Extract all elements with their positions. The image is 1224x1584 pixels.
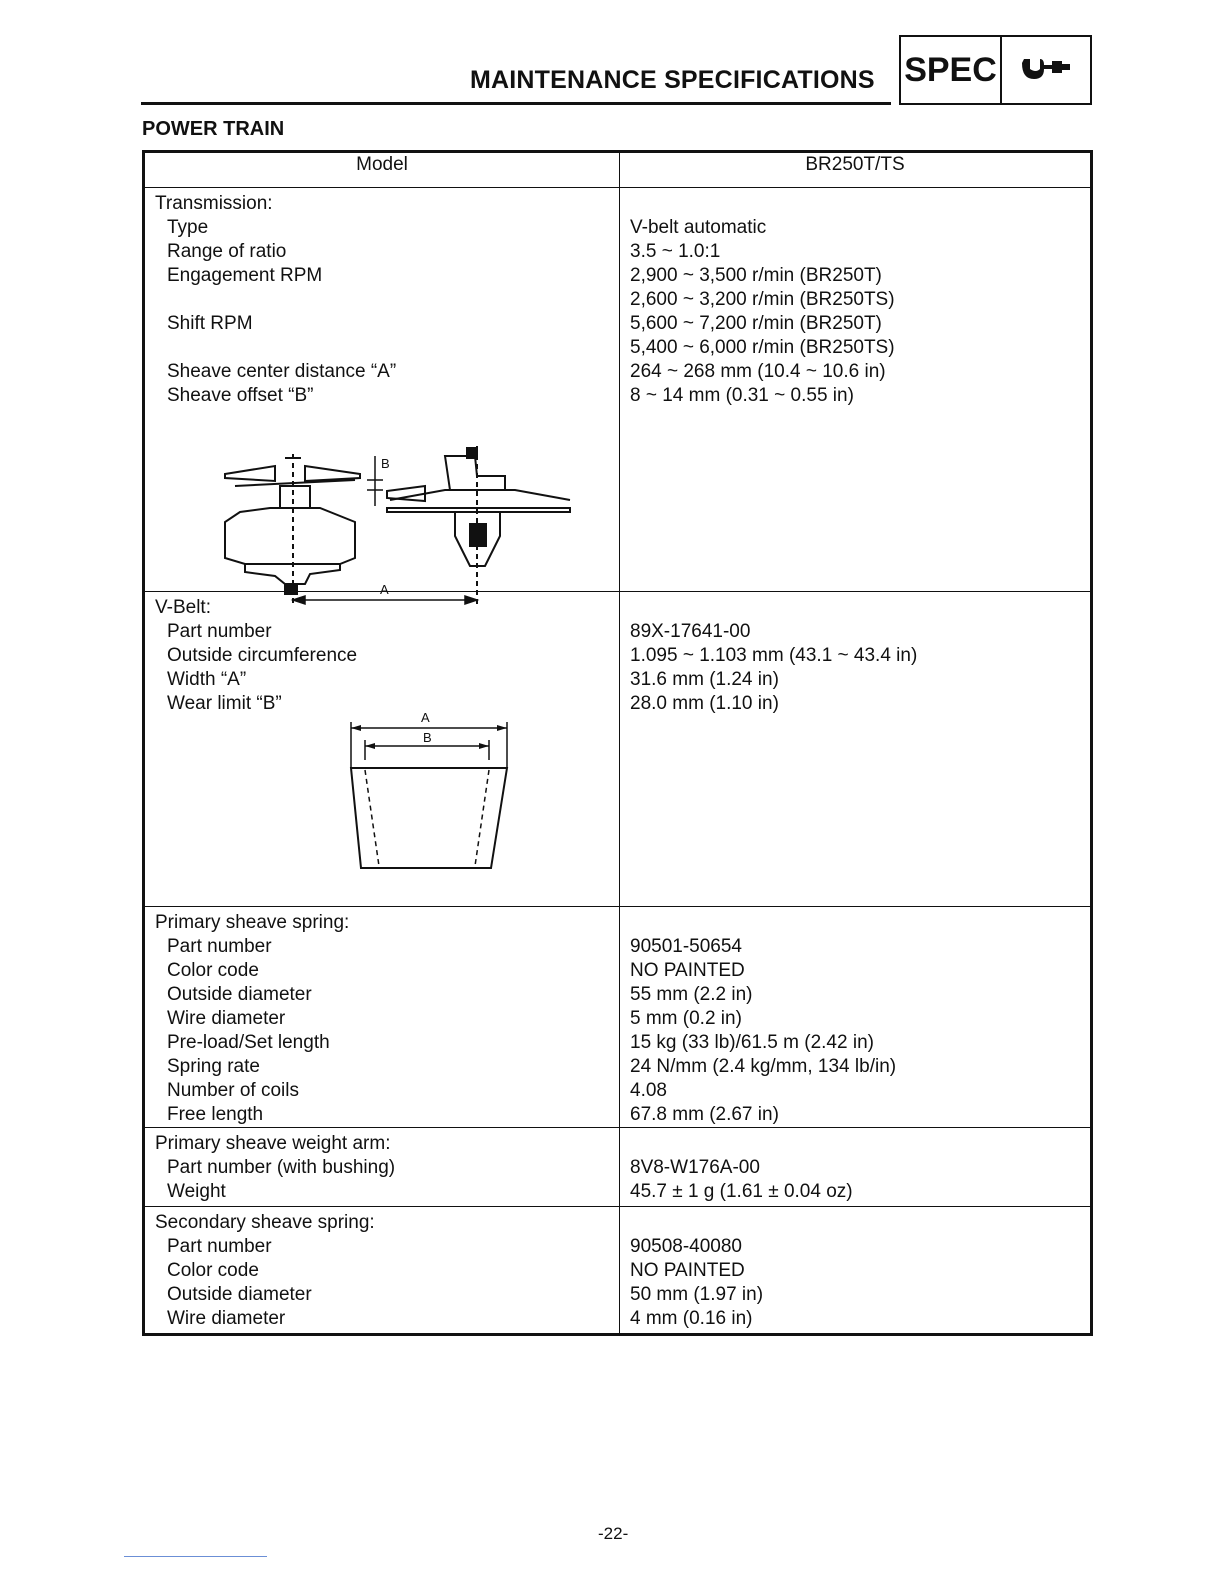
table-header-row <box>144 152 1092 188</box>
spec-value: 89X-17641-00 <box>630 621 751 642</box>
spec-label: Color code <box>167 1260 259 1281</box>
spec-label: Part number <box>167 1236 272 1257</box>
spec-value: 28.0 mm (1.10 in) <box>630 693 779 714</box>
spec-value: 55 mm (2.2 in) <box>630 984 753 1005</box>
spec-value: 2,600 ~ 3,200 r/min (BR250TS) <box>630 289 895 310</box>
spec-value: 90508-40080 <box>630 1236 742 1257</box>
spec-value: 4.08 <box>630 1080 667 1101</box>
spec-value: 5,400 ~ 6,000 r/min (BR250TS) <box>630 337 895 358</box>
spec-label: Outside diameter <box>167 1284 312 1305</box>
category-title: Transmission: <box>155 193 273 214</box>
column-header-model: Model <box>144 152 620 188</box>
footer-line <box>124 1556 267 1557</box>
spec-value: NO PAINTED <box>630 1260 745 1281</box>
spec-label: Width “A” <box>167 669 247 690</box>
wrench-gauge-icon <box>1002 37 1090 103</box>
spec-value: 3.5 ~ 1.0:1 <box>630 241 721 262</box>
diagram-label-b: B <box>381 456 390 471</box>
spec-value: 15 kg (33 lb)/61.5 m (2.42 in) <box>630 1032 874 1053</box>
spec-value: 264 ~ 268 mm (10.4 ~ 10.6 in) <box>630 361 886 382</box>
table-row-primary-spring <box>144 907 1092 1128</box>
spec-label: Color code <box>167 960 259 981</box>
spec-table <box>142 150 1093 1336</box>
spec-label: Part number (with bushing) <box>167 1157 396 1178</box>
category-title: Secondary sheave spring: <box>155 1212 375 1233</box>
spec-label: SPEC <box>901 37 1002 103</box>
spec-value: 8 ~ 14 mm (0.31 ~ 0.55 in) <box>630 385 854 406</box>
spec-label: Type <box>167 217 209 238</box>
header-rule <box>141 102 891 105</box>
spec-value: NO PAINTED <box>630 960 745 981</box>
column-header-value: BR250T/TS <box>620 152 1092 188</box>
category-title: Primary sheave spring: <box>155 912 350 933</box>
spec-value: 5,600 ~ 7,200 r/min (BR250T) <box>630 313 882 334</box>
spec-value: 45.7 ± 1 g (1.61 ± 0.04 oz) <box>630 1181 853 1202</box>
table-row-weight-arm <box>144 1128 1092 1207</box>
diagram-label-a: A <box>380 582 389 597</box>
spec-label: Range of ratio <box>167 241 287 262</box>
vbelt-diagram <box>345 710 515 870</box>
spec-label: Pre-load/Set length <box>167 1032 330 1053</box>
spec-label: Free length <box>167 1104 264 1125</box>
spec-value: 5 mm (0.2 in) <box>630 1008 742 1029</box>
spec-label: Weight <box>167 1181 226 1202</box>
spec-value: V-belt automatic <box>630 217 767 238</box>
spec-label: Wire diameter <box>167 1008 286 1029</box>
spec-value: 4 mm (0.16 in) <box>630 1308 753 1329</box>
spec-badge <box>899 35 1092 105</box>
spec-label: Number of coils <box>167 1080 299 1101</box>
spec-label: Part number <box>167 621 272 642</box>
spec-label: Sheave offset “B” <box>167 385 314 406</box>
sheave-diagram <box>215 446 595 616</box>
table-row-transmission <box>144 188 1092 592</box>
spec-value: 8V8-W176A-00 <box>630 1157 760 1178</box>
spec-label: Engagement RPM <box>167 265 323 286</box>
section-title: POWER TRAIN <box>142 118 285 140</box>
spec-label: Wire diameter <box>167 1308 286 1329</box>
spec-value: 1.095 ~ 1.103 mm (43.1 ~ 43.4 in) <box>630 645 918 666</box>
diagram-label-a: A <box>421 710 430 725</box>
page-header-title: MAINTENANCE SPECIFICATIONS <box>470 66 875 94</box>
spec-label: Outside circumference <box>167 645 358 666</box>
spec-value: 2,900 ~ 3,500 r/min (BR250T) <box>630 265 882 286</box>
spec-label: Sheave center distance “A” <box>167 361 397 382</box>
spec-label: Spring rate <box>167 1056 260 1077</box>
diagram-label-b: B <box>423 730 432 745</box>
spec-value: 50 mm (1.97 in) <box>630 1284 764 1305</box>
spec-label: Outside diameter <box>167 984 312 1005</box>
spec-value: 90501-50654 <box>630 936 742 957</box>
table-row-secondary-spring <box>144 1207 1092 1335</box>
category-title: Primary sheave weight arm: <box>155 1133 391 1154</box>
category-title: V-Belt: <box>155 597 211 618</box>
spec-value: 24 N/mm (2.4 kg/mm, 134 lb/in) <box>630 1056 897 1077</box>
spec-value: 67.8 mm (2.67 in) <box>630 1104 779 1125</box>
spec-value: 31.6 mm (1.24 in) <box>630 669 779 690</box>
table-row-vbelt <box>144 592 1092 907</box>
spec-label: Wear limit “B” <box>167 693 282 714</box>
spec-label: Shift RPM <box>167 313 253 334</box>
spec-label: Part number <box>167 936 272 957</box>
page-number: -22- <box>598 1524 629 1543</box>
